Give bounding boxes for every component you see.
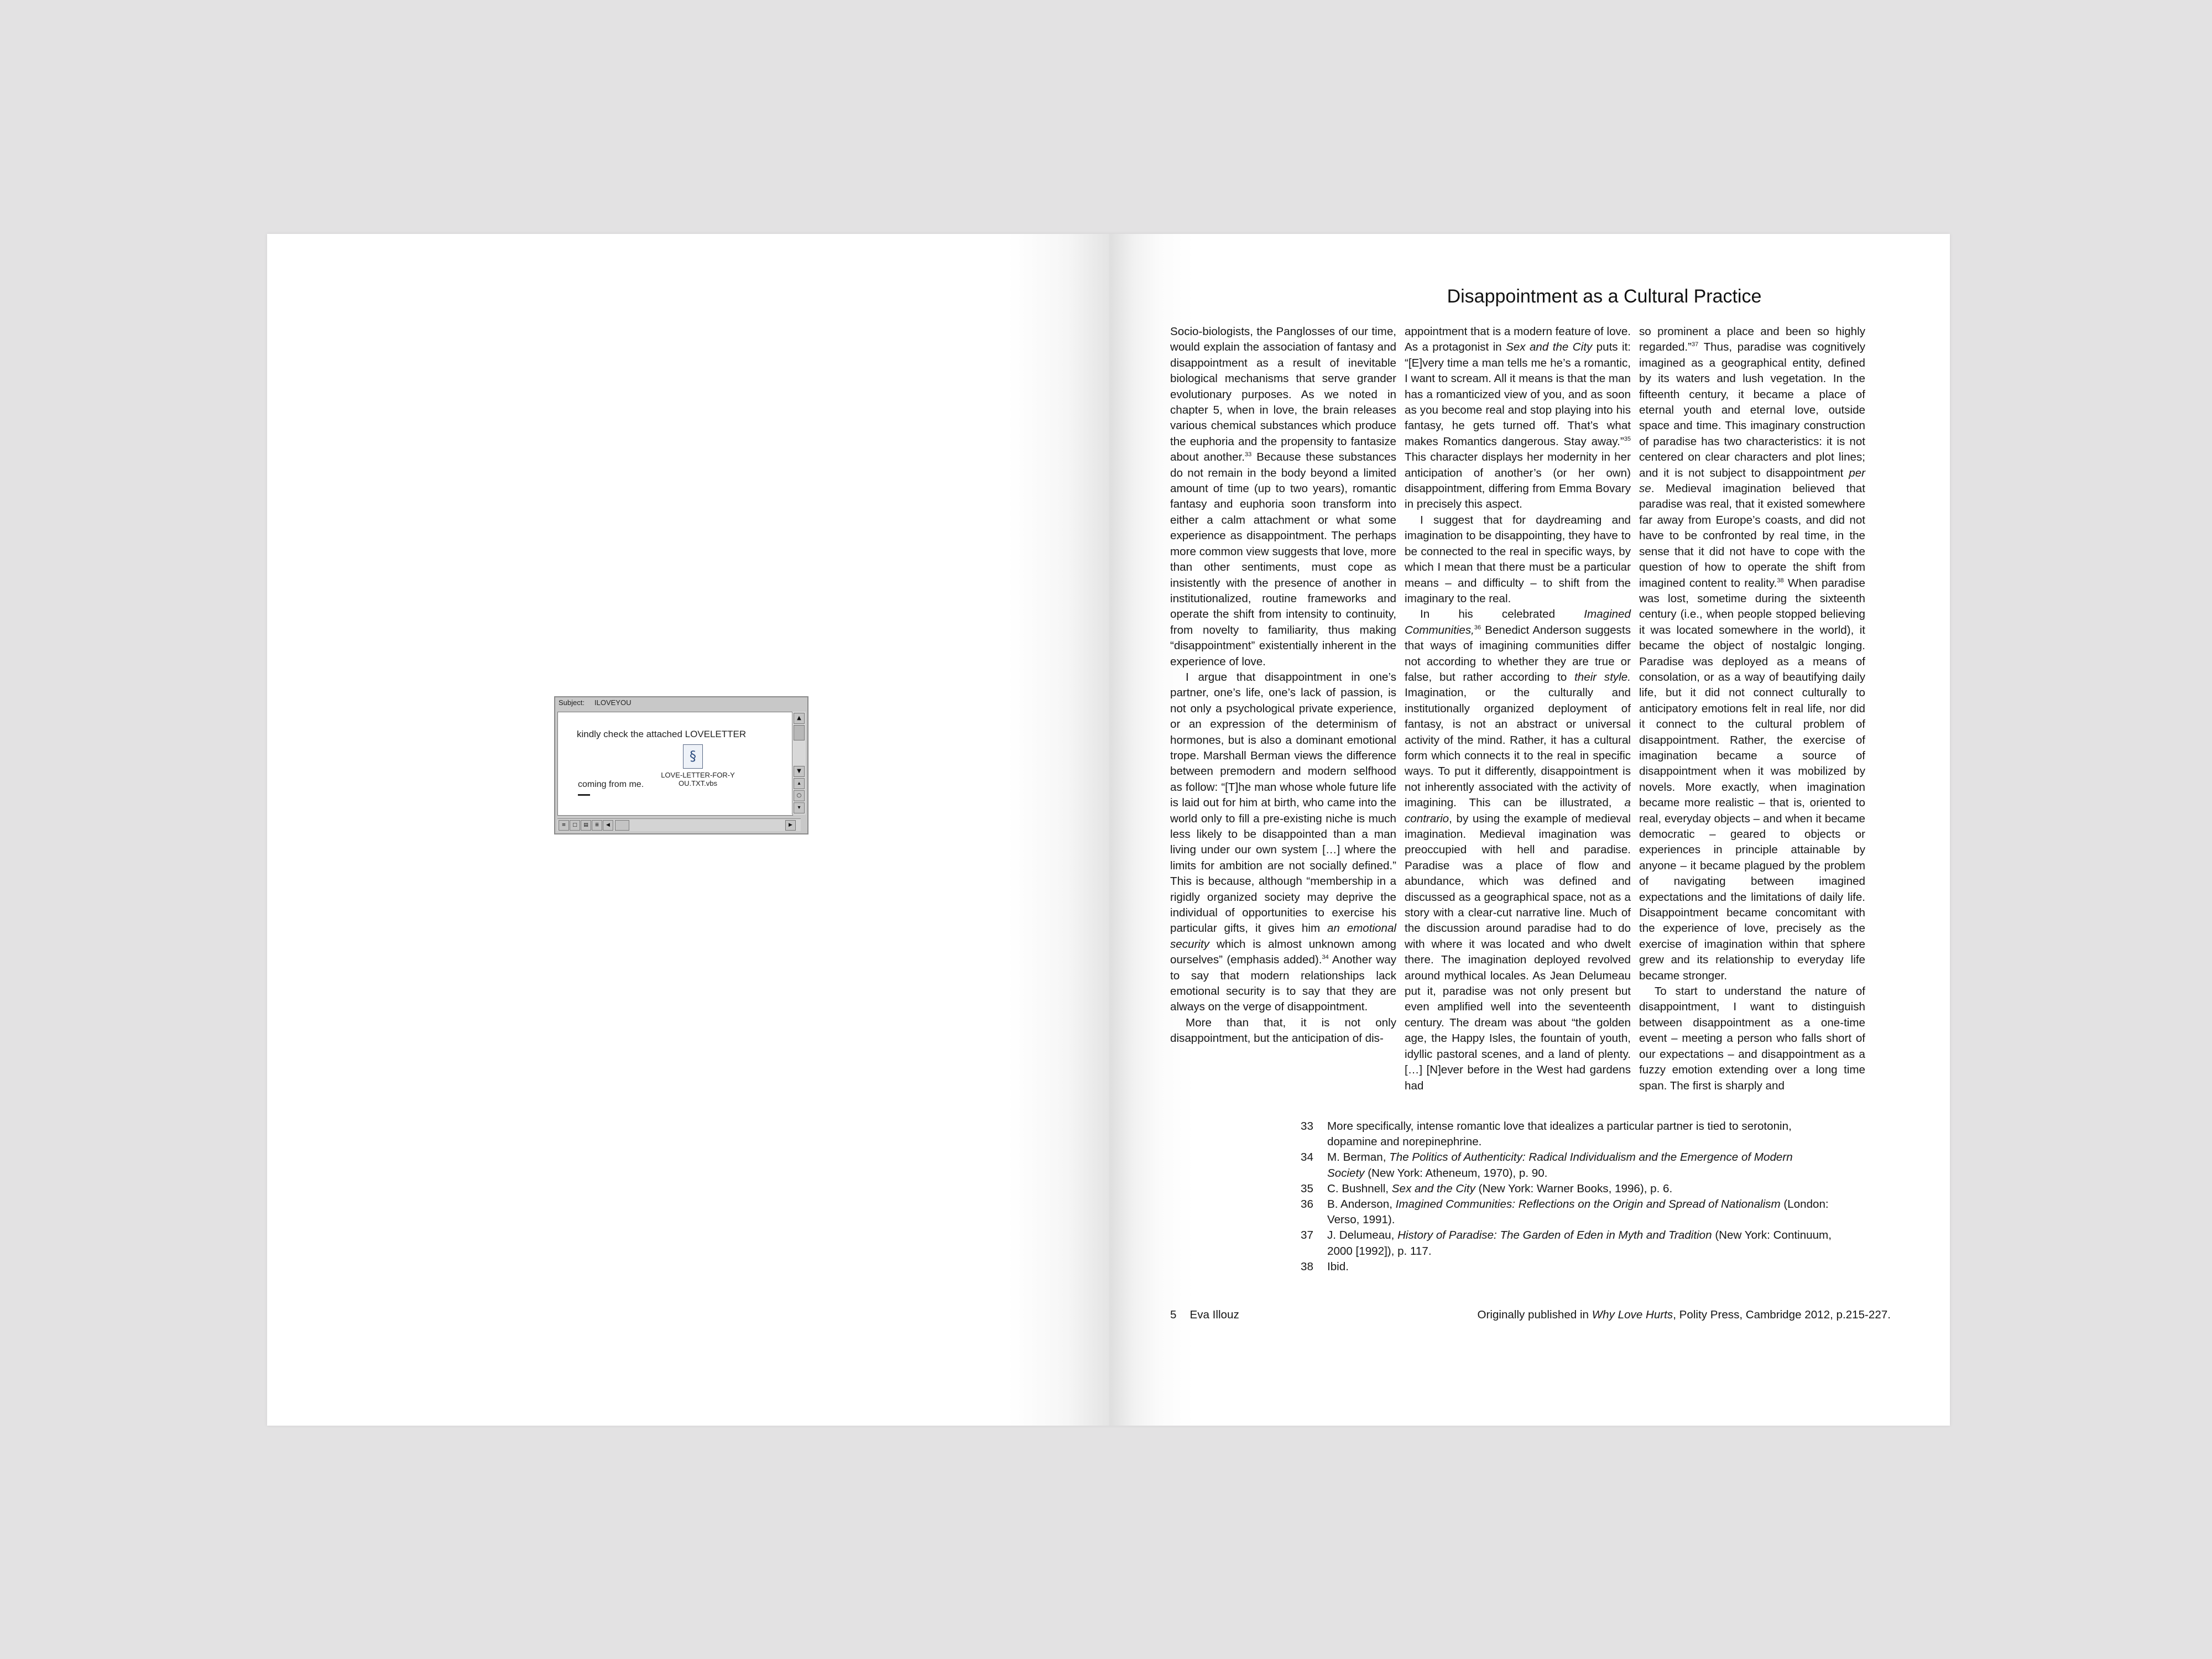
email-subject-line <box>559 698 631 707</box>
text-run: M. Berman, <box>1327 1151 1390 1164</box>
text-run: I argue that disappointment in one’s partner, one’s life, one’s lack of passion, is not only a psychological private experience, or an expression of the determinism of hormones, but is also a dominant emotional trope. Marshall Berman views the difference between premodern and modern selfhood as follow: “[T]he man whose whole future life is laid out for him at birth, who came into the world only to fill a pre-existing niche is much less likely to be disappointed than a man living under our own system […] where the limits for ambition are not socially defined.” This is because, although “membership in a rigidly organized society may deprive the individual of opportunities to exercise his particular gifts, it gives him <box>1170 670 1396 935</box>
text-run: Because these substances do not remain in the body beyond a limited amount of time (up to two years), romantic fantasy and euphoria soon transform into either a calm attachment or what some experience as disappointment. The perhaps more common view suggests that love, more than other sentiments, must cope as insistently with the presence of another in institutionalized, routine frameworks and operate the shift from intensity to continuity, from novelty to familiarity, thus making “disappointment” existentially inherent in the experience of love. <box>1170 451 1396 668</box>
horizontal-scrollbar <box>557 818 801 831</box>
text-run: To start to understand the nature of disappointment, I want to distinguish between disappointment as a one-time event – meeting a person who falls short of our expectations – and disappointment as a fuzzy emotion extending over a long time span. The first is sharply and <box>1639 985 1865 1092</box>
web-view-icon: □ <box>570 820 580 831</box>
hscroll-thumb <box>615 820 629 831</box>
footnote-number: 34 <box>1301 1151 1313 1164</box>
text-run: Imagined Communities: Reflections on the Origin and Spread of Nationalism <box>1395 1198 1781 1211</box>
paragraph <box>1639 324 1865 984</box>
paragraph <box>1170 324 1396 670</box>
left-page <box>267 234 1109 1426</box>
text-run: In his celebrated <box>1420 608 1584 621</box>
footnote-number: 36 <box>1301 1198 1313 1211</box>
text-run: This character displays her modernity in her anticipation of another’s (or her own) disappointment, differing from Emma Bovary in precisely this aspect. <box>1405 451 1631 511</box>
text-cursor <box>578 794 590 796</box>
text-run: Thus, paradise was cognitively imagined as a geographical entity, defined by its waters and lush vegetation. In the fifteenth century, it became a place of eternal youth and eternal love, outside space and time. This imaginary construction of paradise has two characteristics: it is not centered on clear characters and plot lines; and it is not subject to disappointment <box>1639 341 1865 479</box>
text-run: Ibid. <box>1327 1260 1349 1273</box>
paragraph <box>1170 1015 1396 1047</box>
print-view-icon: ▤ <box>581 820 591 831</box>
text-run: (London: Verso, 1991). <box>1327 1198 1829 1227</box>
paragraph <box>1405 607 1631 1094</box>
normal-view-icon: ≡ <box>559 820 569 831</box>
text-run: (New York: Warner Books, 1996), p. 6. <box>1475 1182 1673 1195</box>
footnote-ref: 37 <box>1692 341 1699 348</box>
text-column-3 <box>1639 324 1865 1094</box>
footnote-ref: 36 <box>1474 624 1481 631</box>
footnote-number: 37 <box>1301 1229 1313 1242</box>
text-run: Originally published in <box>1477 1308 1592 1321</box>
browse-object-icon: ○ <box>794 790 805 801</box>
footnote-text <box>1327 1228 1832 1259</box>
text-column-2 <box>1405 324 1631 1094</box>
text-run: C. Bushnell, <box>1327 1182 1392 1195</box>
text-run: a contrario <box>1405 796 1631 825</box>
text-run: . Medieval imagination believed that paradise was real, that it existed somewhere far away from Europe’s coasts, and did not have to be confronted by real time, in the sense that it did not have to cope with the question of how to operate the shift from imagined content to reality. <box>1639 482 1865 589</box>
text-run: , Polity Press, Cambridge 2012, p.215-227. <box>1673 1308 1891 1321</box>
page-down-icon: ▾ <box>794 802 805 813</box>
footnote-ref: 34 <box>1322 954 1329 961</box>
text-run: (New York: Continuum, 2000 [1992]), p. 117. <box>1327 1229 1832 1258</box>
page-up-icon: ▴ <box>794 778 805 789</box>
text-run: (New York: Atheneum, 1970), p. 90. <box>1364 1166 1548 1180</box>
footnote-ref: 35 <box>1624 435 1631 442</box>
right-page <box>1109 234 1950 1426</box>
scroll-up-icon: ▲ <box>794 713 805 724</box>
paragraph <box>1170 670 1396 1015</box>
footnote-ref: 38 <box>1777 577 1784 584</box>
footnote-text <box>1327 1181 1832 1197</box>
scroll-left-icon: ◀ <box>603 820 613 831</box>
text-column-1 <box>1170 324 1396 1047</box>
page-number: 5 <box>1170 1308 1177 1321</box>
text-run: so prominent a place and been so highly regarded.” <box>1639 325 1865 354</box>
email-body <box>557 712 793 816</box>
author-name: Eva Illouz <box>1190 1308 1239 1321</box>
text-run: More than that, it is not only disappointment, but the anticipation of dis- <box>1170 1016 1396 1045</box>
text-run: Imagined Communities, <box>1405 608 1631 637</box>
text-run: When paradise was lost, sometime during the sixteenth century (i.e., when people stopped believing it was located somewhere in the world), it became the object of nostalgic longing. Paradise was deployed as a means of consolation, or as a way of beautifying daily life, but it did not connect culturally to anticipatory emotions felt in real life, nor did it connect to the cultural problem of disappointment. Rather, the exercise of imagination became a source of disappointment when it was mobilized by novels. More exactly, when imagination became more realistic – that is, oriented to real, everyday objects – and when it became democratic – geared to objects or experiences in principle attainable by anyone – it became plagued by the problem of navigating between imagined expectations and the limitations of daily life. Disappointment became concomitant with the experience of love, precisely as the exercise of imagination within that sphere grew and its relationship to everyday life became stronger. <box>1639 576 1865 982</box>
running-head: Disappointment as a Cultural Practice <box>1447 286 1762 307</box>
attachment-filename-line2: OU.TXT.vbs <box>678 779 718 787</box>
footnote-number: 33 <box>1301 1120 1313 1133</box>
attachment-filename-line1: LOVE-LETTER-FOR-Y <box>661 771 735 779</box>
text-run: Why Love Hurts <box>1592 1308 1673 1321</box>
text-run: I suggest that for daydreaming and imagination to be disappointing, they have to be connected to the real in specific ways, by which I mean that there must be a particular means – and difficulty – to shift from the imaginary to the real. <box>1405 513 1631 605</box>
text-run: puts it: “[E]very time a man tells me he’s a romantic, I want to scream. All it means is that the man has a romanticized view of you, and as soon as you become real and stop playing into his fantasy, he gets turned off. That’s what makes Romantics dangerous. Stay away.” <box>1405 341 1631 448</box>
footnote <box>1301 1181 1832 1197</box>
text-run: , by using the example of medieval imagination. Medieval imagination was preoccupied with hell and paradise. Paradise was a place of flow and abundance, which was defined and discussed as a geographical space, not as a story with a clear-cut narrative line. Much of the discussion around paradise had to do with where it was located and who dwelt there. The imagination deployed revolved around mythical locales. As Jean Delumeau put it, paradise was not only present but even amplified well into the seventeenth century. The dream was about “the golden age, the Happy Isles, the fountain of youth, idyllic pastoral scenes, and a land of plenty. […] [N]ever before in the West had gardens had <box>1405 812 1631 1092</box>
text-run: appointment that is a modern feature of love. As a protagonist in <box>1405 325 1631 354</box>
footnote <box>1301 1197 1832 1228</box>
footnote <box>1301 1119 1832 1150</box>
text-run: More specifically, intense romantic love that idealizes a particular partner is tied to serotonin, dopamine and norepinephrine. <box>1327 1120 1792 1149</box>
vertical-scrollbar <box>792 712 806 815</box>
scroll-right-icon: ▶ <box>785 820 796 831</box>
paragraph <box>1639 984 1865 1094</box>
email-screenshot-figure <box>554 696 808 834</box>
text-run: per se <box>1639 466 1865 495</box>
text-run: The Politics of Authenticity: Radical Individualism and the Emergence of Modern Society <box>1327 1151 1793 1180</box>
book-spread <box>267 234 1950 1426</box>
text-run: History of Paradise: The Garden of Eden in Myth and Tradition <box>1397 1229 1712 1242</box>
text-run: Another way to say that modern relationships lack emotional security is to say that they are always on the verge of disappointment. <box>1170 953 1396 1014</box>
footnote-text <box>1327 1259 1832 1275</box>
text-run: Sex and the City <box>1506 341 1593 354</box>
footnote-ref: 33 <box>1244 451 1252 458</box>
footnote <box>1301 1228 1832 1259</box>
text-run: Socio-biologists, the Panglosses of our time, would explain the association of fantasy and disappointment as a result of inevitable biological mechanisms that serve grander evolutionary purposes. As we noted in chapter 5, when in love, the brain releases various chemical substances which produce the euphoria and the propensity to fantasize about another. <box>1170 325 1396 464</box>
paragraph <box>1405 513 1631 607</box>
text-run: Benedict Anderson suggests that ways of imagining communities differ not according to whether they are true or false, but rather according to <box>1405 623 1631 684</box>
footnotes <box>1301 1119 1832 1275</box>
footnote-number: 35 <box>1301 1182 1313 1195</box>
text-run: J. Delumeau, <box>1327 1229 1398 1242</box>
text-run: an emotional security <box>1170 922 1396 951</box>
scroll-thumb <box>794 725 805 740</box>
footnote-text <box>1327 1119 1832 1150</box>
scroll-down-icon: ▼ <box>794 766 805 777</box>
footnote-text <box>1327 1150 1832 1181</box>
email-subject-label: Subject: <box>559 698 585 707</box>
text-run: Sex and the City <box>1391 1182 1475 1195</box>
email-subject-value: ILOVEYOU <box>594 698 632 707</box>
source-citation <box>1478 1308 1891 1322</box>
footnote <box>1301 1259 1832 1275</box>
text-run: Imagination, or the culturally and institutionally organized deployment of fantasy, is not an abstract or universal activity of the mind. Rather, it has a cultural form which connects it to the real in specific ways. To put it differently, disappointment is not inherently associated with the activity of imagining. This can be illustrated, <box>1405 686 1631 810</box>
attachment-filename <box>656 771 739 787</box>
script-file-icon: § <box>683 744 703 769</box>
email-signoff-text: coming from me. <box>578 780 644 789</box>
email-body-text: kindly check the attached LOVELETTER <box>577 729 747 739</box>
footnote-number: 38 <box>1301 1260 1313 1273</box>
text-run: their style. <box>1574 670 1631 684</box>
outline-view-icon: ≣ <box>592 820 602 831</box>
paragraph <box>1405 324 1631 513</box>
footnote <box>1301 1150 1832 1181</box>
footnote-text <box>1327 1197 1832 1228</box>
text-run: which is almost unknown among ourselves” (emphasis added). <box>1170 937 1396 967</box>
text-run: B. Anderson, <box>1327 1198 1396 1211</box>
footer-left <box>1170 1308 1239 1322</box>
